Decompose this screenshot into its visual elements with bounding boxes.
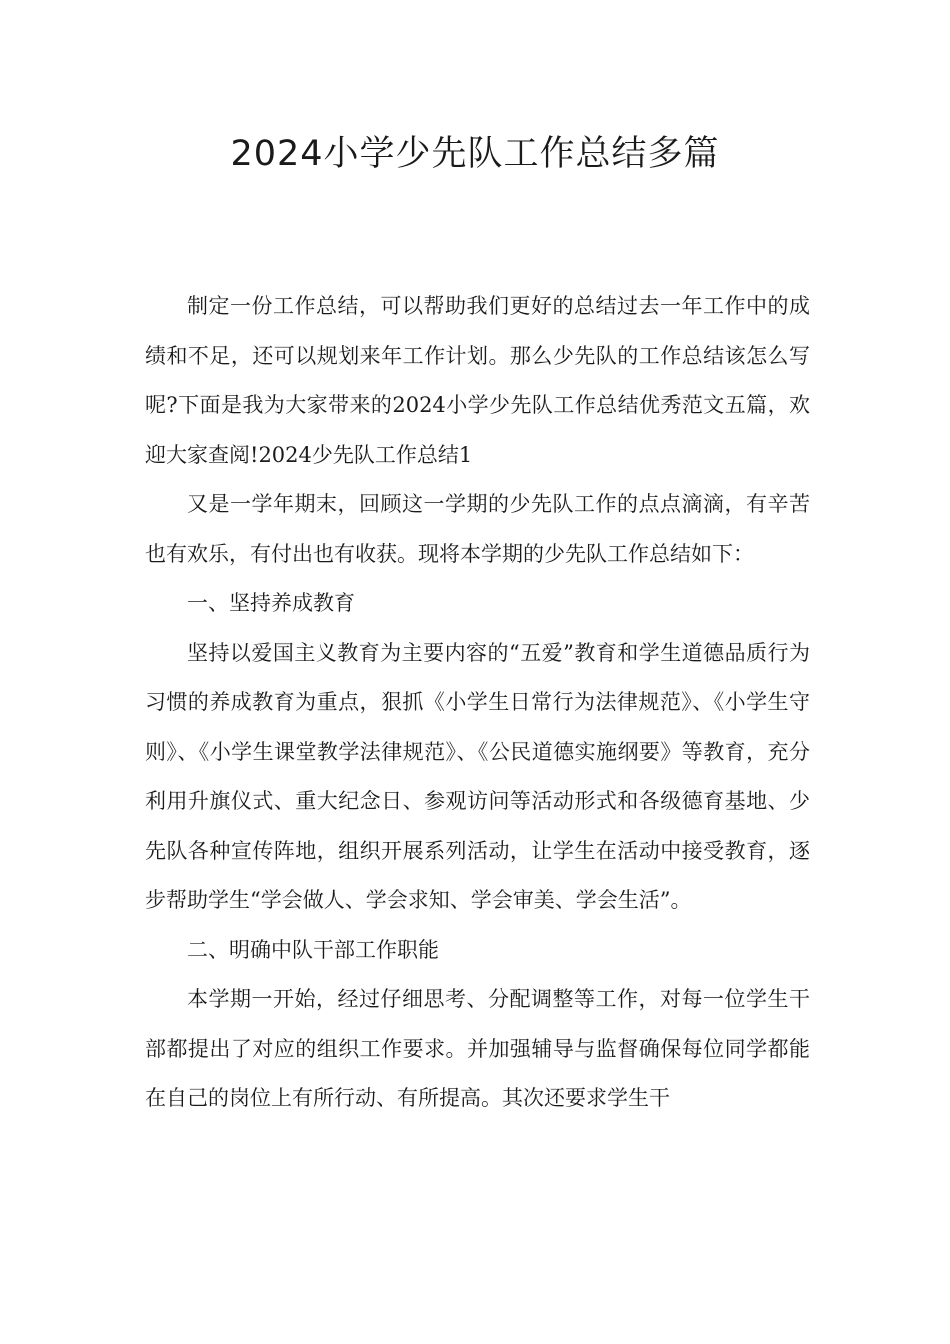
opening-paragraph: 又是一学年期末，回顾这一学期的少先队工作的点点滴滴，有辛苦也有欢乐，有付出也有收获。现将本学期的少先队工作总结如下： [145, 492, 810, 566]
document-title: 2024小学少先队工作总结多篇 [230, 134, 720, 174]
section-2-paragraph: 本学期一开始，经过仔细思考、分配调整等工作，对每一位学生干部都提出了对应的组织工作要求。并加强辅导与监督确保每位同学都能在自己的岗位上有所行动、有所提高。其次还要求学生干 [145, 987, 810, 1110]
document-body [145, 282, 810, 1124]
intro-paragraph: 制定一份工作总结，可以帮助我们更好的总结过去一年工作中的成绩和不足，还可以规划来年工作计划。那么少先队的工作总结该怎么写呢?下面是我为大家带来的2024小学少先队工作总结优秀范文五篇，欢迎大家查阅!2024少先队工作总结1 [145, 294, 810, 467]
section-heading-1: 一、坚持养成教育 [187, 591, 355, 615]
section-1-paragraph: 坚持以爱国主义教育为主要内容的“五爱”教育和学生道德品质行为习惯的养成教育为重点，狠抓《小学生日常行为法律规范》、《小学生守则》、《小学生课堂教学法律规范》、《公民道德实施纲要》等教育，充分利用升旗仪式、重大纪念日、参观访问等活动形式和各级德育基地、少先队各种宣传阵地，组织开展系列活动，让学生在活动中接受教育，逐步帮助学生“学会做人、学会求知、学会审美、学会生活”。 [145, 640, 810, 912]
section-heading-2: 二、明确中队干部工作职能 [187, 937, 439, 962]
